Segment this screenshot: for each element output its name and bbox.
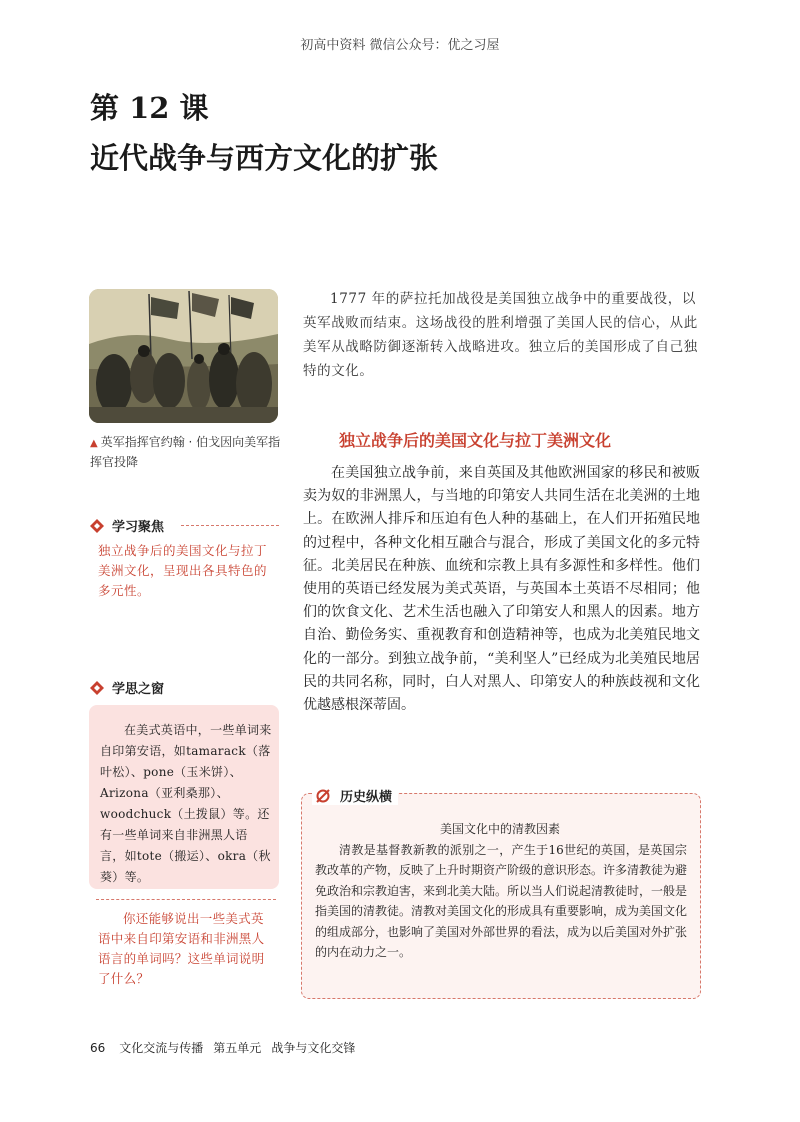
focus-divider xyxy=(181,525,279,526)
figure-caption xyxy=(90,433,285,471)
think-title: 学思之窗 xyxy=(112,682,165,697)
history-label: 历史纵横 xyxy=(340,790,393,805)
footer-unit-title: 战争与文化交锋 xyxy=(271,1041,356,1055)
think-question xyxy=(98,909,276,989)
section-title: 独立战争后的美国文化与拉丁美洲文化 xyxy=(339,431,612,450)
lesson-title: 近代战争与西方文化的扩张 xyxy=(90,141,439,175)
history-paragraph: 清教是基督教新教的派别之一，产生于16世纪的英国，是英国宗教改革的产物，反映了上升时期资产阶级的意识形态。许多清教徒为避免政治和宗教迫害，来到北美大陆。所以当人们说起清教徒时，一般是指美国的清教徒。清教对美国文化的形成具有重要影响，成为美国文化的组成部分，也影响了美国对外部世界的看法，成为以后美国对外扩张的内在动力之一。 xyxy=(315,843,688,960)
page-number: 66 xyxy=(90,1041,106,1055)
intro-text: 1777 年的萨拉托加战役是美国独立战争中的重要战役，以英军战败而结束。这场战役的胜利增强了美国人民的信心，从此美军从战略防御逐渐转入战略进攻。独立后的美国形成了自己独特的文化。 xyxy=(303,291,698,379)
caption-text: 英军指挥官约翰 · 伯戈因向美军指挥官投降 xyxy=(90,435,281,469)
history-icon xyxy=(314,788,332,804)
intro-paragraph xyxy=(303,287,699,383)
think-divider xyxy=(96,899,276,900)
history-text xyxy=(315,840,687,962)
main-paragraph: 在美国独立战争前，来自英国及其他欧洲国家的移民和被贩卖为奴的非洲黑人，与当地的印第安人共同生活在北美洲的土地上。在欧洲人排斥和压迫有色人种的基础上，在人们开拓殖民地的过程中，各种文化相互融合与混合，形成了美国文化的多元特征。北美居民在种族、血统和宗教上具有多源性和多样性。他们使用的英语已经发展为美式英语，与英国本土英语不尽相同；他们的饮食文化、艺术生活也融入了印第安人和黑人的因素。地方自治、勤俭务实、重视教育和创造精神等，也成为北美殖民地文化的一部分。到独立战争前，“美利坚人”已经成为北美殖民地居民的共同名称，同时，白人对黑人、印第安人的种族歧视和文化优越感根深蒂固。 xyxy=(303,465,700,714)
diamond-icon xyxy=(89,680,105,696)
surrender-painting xyxy=(89,289,278,423)
history-title: 美国文化中的清教因素 xyxy=(439,822,560,836)
think-heading xyxy=(89,678,279,696)
focus-text: 独立战争后的美国文化与拉丁美洲文化，呈现出各具特色的多元性。 xyxy=(98,543,268,598)
focus-title: 学习聚焦 xyxy=(112,520,165,535)
focus-heading xyxy=(89,516,279,534)
caption-triangle-icon: ▲ xyxy=(90,438,98,449)
think-text xyxy=(100,720,272,888)
think-question-text: 你还能够说出一些美式英语中来自印第安语和非洲黑人语言的单词吗？这些单词说明了什么？ xyxy=(98,911,265,986)
page-footer xyxy=(90,1039,365,1056)
footer-book: 文化交流与传播 xyxy=(119,1041,204,1055)
lesson-number: 第 12 课 xyxy=(90,91,209,125)
think-paragraph: 在美式英语中，一些单词来自印第安语，如tamarack（落叶松）、pone（玉米饼）、Arizona（亚利桑那）、woodchuck（土拨鼠）等。还有一些单词来自非洲黑人语言，如tote（搬运）、okra（秋葵）等。 xyxy=(100,723,272,884)
history-heading xyxy=(312,786,398,805)
painting-illustration xyxy=(89,289,278,423)
main-text xyxy=(303,462,700,717)
footer-unit: 第五单元 xyxy=(213,1041,262,1055)
page-header: 初高中资料 微信公众号：优之习屋 xyxy=(300,38,500,53)
diamond-icon xyxy=(89,518,105,534)
